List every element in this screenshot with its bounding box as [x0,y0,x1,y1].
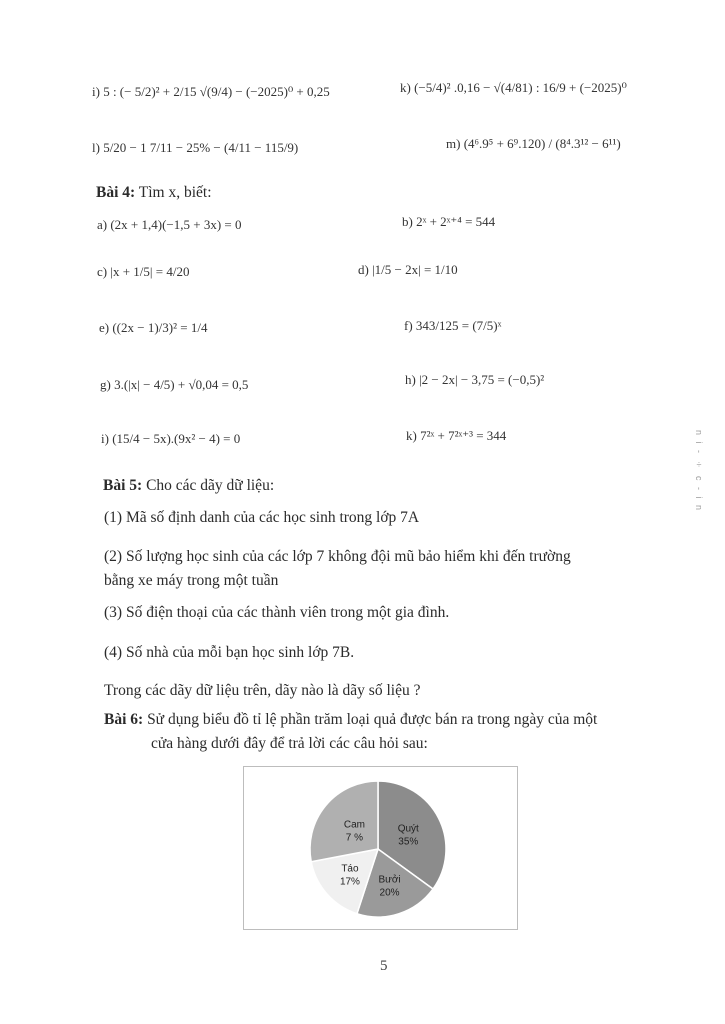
exercise5-instruction: Cho các dãy dữ liệu: [142,477,275,494]
exercise4-i: i) (15/4 − 5x).(9x² − 4) = 0 [101,431,241,446]
pie-value-tao: 17% [339,876,360,888]
exercise4-d: d) |1/5 − 2x| = 1/10 [358,262,458,277]
exercise3-k: k) (−5/4)² .0,16 − √(4/81) : 16/9 + (−2025)⁰ [400,80,627,95]
exercise3-m: m) (4⁶.9⁵ + 6⁹.120) / (8⁴.3¹² − 6¹¹) [446,136,621,151]
pie-value-buoi: 20% [379,887,400,899]
exercise4-k: k) 7²ˣ + 7²ˣ⁺³ = 344 [406,428,507,443]
pie-chart-frame [243,766,518,930]
exercise6-line-1 [104,711,597,729]
pie-label-buoi: Bưởi [378,874,401,886]
exercise3-l: l) 5/20 − 1 7/11 − 25% − (4/11 − 115/9) [92,140,299,155]
exercise4-g: g) 3.(|x| − 4/5) + √0,04 = 0,5 [100,377,249,392]
exercise6-label: Bài 6: [104,711,144,728]
pie-label-tao: Táo [341,863,359,875]
pie-label-cam: Cam [343,819,365,831]
exercise5-question: Trong các dãy dữ liệu trên, dãy nào là dãy số liệu ? [104,682,421,699]
exercise5-item-3: (3) Số điện thoại của các thành viên trong một gia đình. [104,604,450,621]
exercise4-instruction: Tìm x, biết: [135,184,212,201]
exercise4-a: a) (2x + 1,4)(−1,5 + 3x) = 0 [97,217,242,232]
exercise4-e: e) ((2x − 1)/3)² = 1/4 [99,320,208,335]
exercise4-h: h) |2 − 2x| − 3,75 = (−0,5)² [405,372,545,387]
exercise5-title [103,477,274,495]
exercise5-item-2-continued: bằng xe máy trong một tuần [104,572,279,589]
pie-value-cam: 7 % [345,832,364,844]
exercise4-c: c) |x + 1/5| = 4/20 [97,264,190,279]
exercise4-title [96,184,212,202]
exercise6-instruction: Sử dụng biểu đồ tỉ lệ phần trăm loại quả được bán ra trong ngày của một [143,711,598,728]
exercise6-line-2: cửa hàng dưới đây để trả lời các câu hỏi sau: [151,735,428,752]
margin-marks: n i - ÷ c - i n [694,430,704,513]
exercise3-i: i) 5 : (− 5/2)² + 2/15 √(9/4) − (−2025)⁰ + 0,25 [92,84,330,99]
pie-label-quyt: Quýt [397,823,419,835]
exercise5-item-4: (4) Số nhà của mỗi bạn học sinh lớp 7B. [104,644,355,661]
exercise4-label: Bài 4: [96,184,136,201]
pie-value-quyt: 35% [398,836,419,848]
exercise4-f: f) 343/125 = (7/5)ˣ [404,318,502,333]
exercise5-item-2: (2) Số lượng học sinh của các lớp 7 không đội mũ bảo hiểm khi đến trường [104,548,571,565]
exercise4-b: b) 2ˣ + 2ˣ⁺⁴ = 544 [402,214,496,229]
exercise5-item-1: (1) Mã số định danh của các học sinh trong lớp 7A [104,509,420,526]
exercise5-label: Bài 5: [103,477,143,494]
pie-chart [244,767,517,929]
page-number: 5 [380,958,388,974]
